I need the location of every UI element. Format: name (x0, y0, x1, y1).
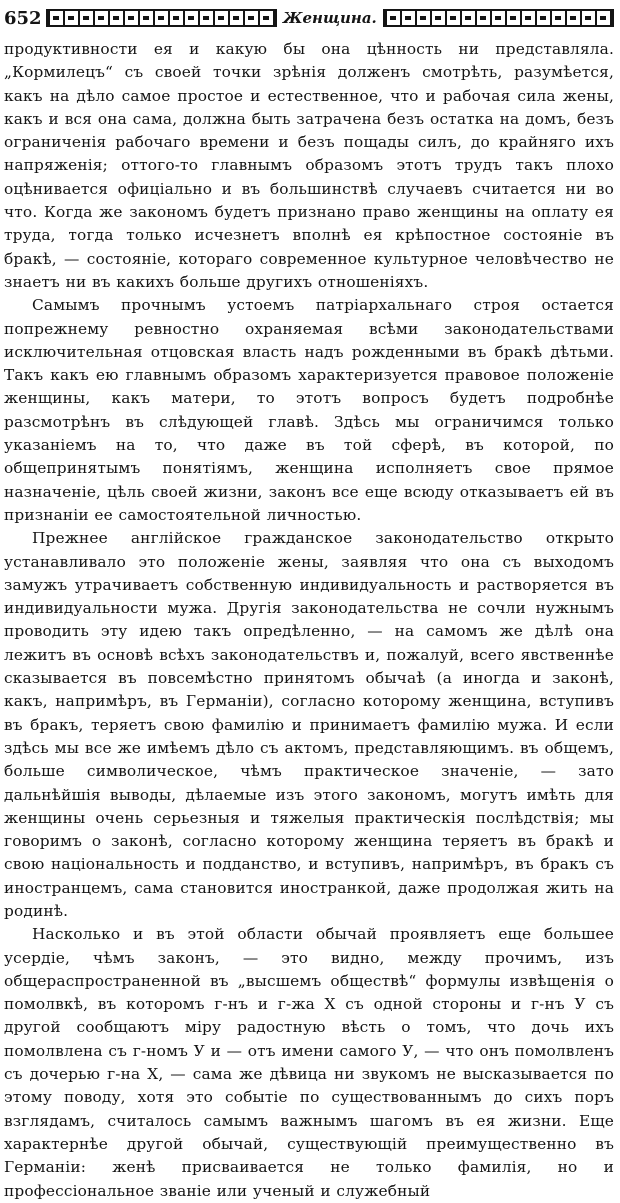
running-title: Женщина. (282, 9, 377, 27)
paragraph-2: Самымъ прочнымъ устоемъ патріархальнаго строя остается попрежнему ревностно охраняемая всѣми законодательствами исключительная отцовская власть надъ рожденными въ бракѣ дѣтьми. Такъ какъ ею главнымъ образомъ характеризуется правовое положеніе женщины, какъ матери, то этотъ вопросъ будетъ подробнѣе разсмотрѣнъ въ слѣдующей главѣ. Здѣсь мы ограничимся только указаніемъ на то, что даже въ той сферѣ, въ которой, по общепринятымъ понятіямъ, женщина исполняетъ свое прямое назначеніе, цѣль своей жизни, законъ все еще всюду отказываетъ ей въ признаніи ее самостоятельной личностью. (4, 296, 614, 524)
paragraph-3: Прежнее англійское гражданское законодательство открыто устанавливало это положеніе жены, заявляя что она съ выходомъ замужъ утрачиваетъ собственную индивидуальность и растворяется въ индивидуальности мужа. Другія законодательства не сочли нужнымъ проводить эту идею такъ опредѣленно, — на самомъ же дѣлѣ она лежитъ въ основѣ всѣхъ законодательствъ и, пожалуй, всего явственнѣе сказывается въ повсемѣстно принятомъ обычаѣ (а иногда и законѣ, какъ, напримѣръ, въ Германіи), согласно которому женщина, вступивъ въ бракъ, теряетъ свою фамилію и принимаетъ фамилію мужа. И если здѣсь мы все же имѣемъ дѣло съ актомъ, представляющимъ. въ общемъ, больше символическое, чѣмъ практическое значеніе, — зато дальнѣйшія выводы, дѣлаемые изъ этого закономъ, могутъ имѣть для женщины очень серьезныя и тяжелыя практическія послѣдствія; мы говоримъ о законѣ, согласно которому женщина теряетъ въ бракѣ и свою національность и подданство, и вступивъ, напримѣръ, въ бракъ съ иностранцемъ, сама становится иностранкой, даже продолжая жить на родинѣ. (4, 529, 614, 920)
running-header (4, 4, 614, 32)
paragraph-1: продуктивности ея и какую бы она цѣнность ни представляла. „Кормилецъ“ съ своей точки зрѣнія долженъ смотрѣть, разумѣется, какъ на дѣло самое простое и естественное, что и рабочая сила жены, какъ и вся она сама, должна быть затрачена безъ остатка на домъ, безъ ограниченія рабочаго времени и безъ пощады силъ, до крайняго ихъ напряженія; оттого-то главнымъ образомъ этотъ трудъ такъ плохо оцѣнивается офиціально и въ большинствѣ случаевъ считается ни во что. Когда же закономъ будетъ признано право женщины на оплату ея труда, тогда только исчезнетъ вполнѣ ея крѣпостное состояніе въ бракѣ, — состояніе, котораго современное культурное человѣчество не знаетъ ни въ какихъ больше другихъ отношеніяхъ. (4, 40, 614, 291)
ornament-left-decoration (46, 9, 277, 27)
ornament-right-decoration (383, 9, 614, 27)
body-text (4, 38, 614, 1203)
paragraph-4: Насколько и въ этой области обычай проявляетъ еще большее усердіе, чѣмъ законъ, — это видно, между прочимъ, изъ общераспространенной въ „высшемъ обществѣ“ формулы извѣщенія о помолвкѣ, въ которомъ г-нъ и г-жа X съ одной стороны и г-нъ У съ другой сообщаютъ міру радостную вѣсть о томъ, что дочь ихъ помолвлена съ г-номъ У и — отъ имени самого У, — что онъ помолвленъ съ дочерью г-на X, — сама же дѣвица ни звукомъ не высказывается по этому поводу, хотя это событіе по существованнымъ до сихъ поръ взглядамъ, считалось самымъ важнымъ шагомъ въ ея жизни. Еще характернѣе другой обычай, существующій преимущественно въ Германіи: женѣ присваивается не только фамилія, но и профессіональное званіе или ученый и служебный (4, 925, 614, 1200)
page-number: 652 (4, 7, 42, 29)
